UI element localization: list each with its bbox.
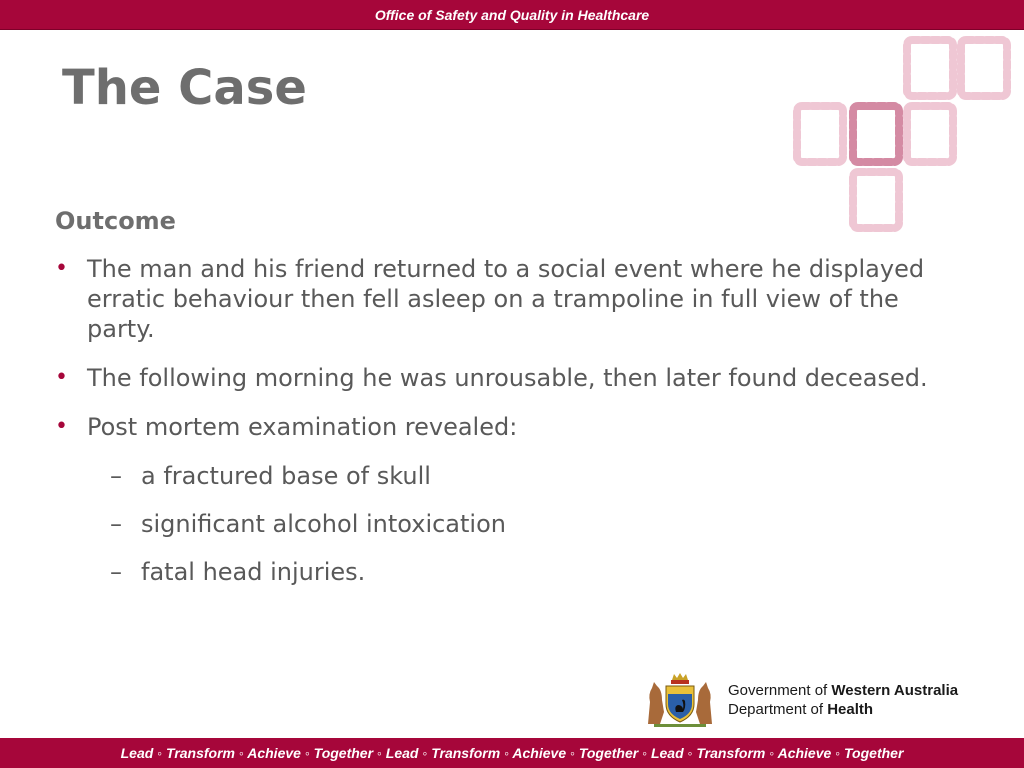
sub-bullet-dash: – [110, 510, 122, 539]
top-banner-text: Office of Safety and Quality in Healthcare [374, 6, 650, 23]
sub-bullet-text: significant alcohol intoxication [141, 510, 506, 539]
sub-bullet-dash: – [110, 462, 122, 491]
bullet-item [55, 254, 945, 344]
logo-line1-bold: Western Australia [831, 682, 959, 699]
sub-bullet-item [55, 557, 945, 587]
bottom-banner-text: Lead ◦ Transform ◦ Achieve ◦ Together ◦ Lead ◦ Transform ◦ Achieve ◦ Together ◦ Lead ◦ Transform ◦ Achieve ◦ Together [120, 745, 904, 761]
bullet-dot: • [55, 256, 68, 282]
bullet-text: Post mortem examination revealed: [87, 413, 518, 442]
sub-bullet-dash: – [110, 558, 122, 587]
government-logo [640, 672, 958, 728]
bullet-item [55, 363, 945, 393]
outcome-heading: Outcome [55, 207, 176, 235]
slide-body [55, 208, 945, 605]
logo-line2-regular: Department of [728, 701, 828, 718]
bottom-banner [0, 738, 1024, 768]
bullet-text: The man and his friend returned to a social event where he displayed erratic behaviour then fell asleep on a trampoline in full view of the party. [87, 255, 925, 344]
slide-title: The Case [62, 60, 307, 116]
logo-line2-bold: Health [827, 701, 874, 718]
sub-bullet-item [55, 509, 945, 539]
logo-line1-regular: Government of [728, 682, 832, 699]
sub-bullet-text: a fractured base of skull [141, 462, 431, 491]
sub-bullet-item [55, 461, 945, 491]
coat-of-arms-icon [640, 672, 720, 728]
bullet-item [55, 412, 945, 442]
sub-bullet-text: fatal head injuries. [141, 558, 366, 587]
bullet-dot: • [55, 365, 68, 391]
logo-text [728, 681, 958, 719]
top-banner [0, 0, 1024, 30]
bullet-dot: • [55, 414, 68, 440]
decorative-squares-graphic [793, 36, 1013, 236]
bullet-text: The following morning he was unrousable, then later found deceased. [87, 364, 928, 393]
